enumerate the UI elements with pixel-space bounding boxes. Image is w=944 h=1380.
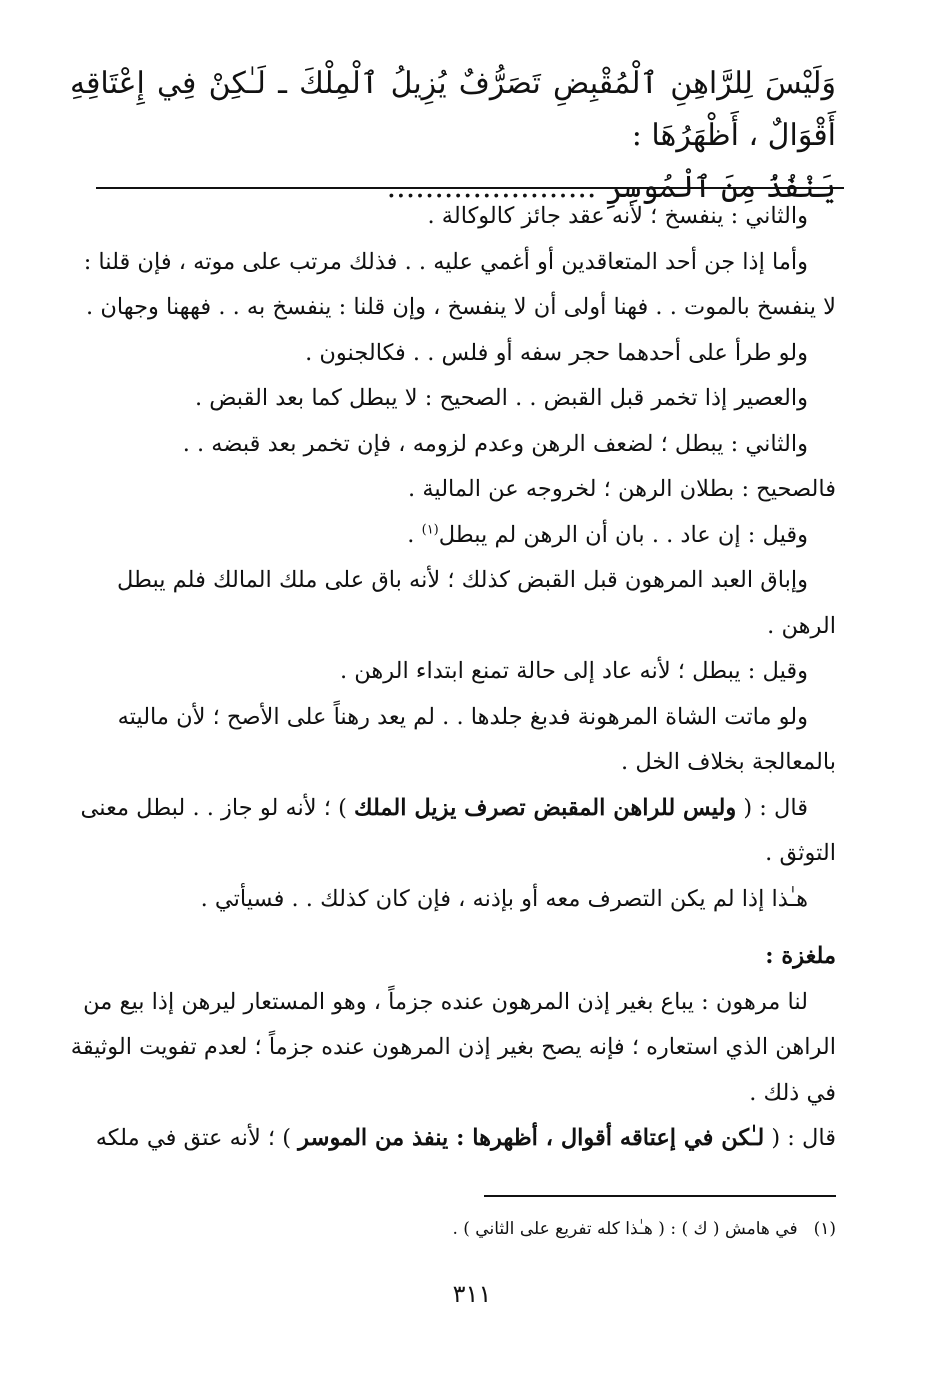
quote-open: قال : (: [771, 1125, 836, 1151]
matn-text: [70, 58, 836, 214]
body-line: وأما إذا جن أحد المتعاقدين أو أغمي عليه . . فذلك مرتب على موته ، فإن قلنا :: [83, 248, 808, 275]
body-line: والثاني : ينفسخ ؛ لأنه عقد جائز كالوكالة .: [427, 203, 808, 229]
body-line: الراهن الذي استعاره ؛ فإنه يصح بغير إذن المرهون عنده جزماً ؛ لعدم تفويت الوثيقة: [70, 1034, 836, 1060]
body-line: ولو ماتت الشاة المرهونة فدبغ جلدها . . لم يعد رهناً على الأصح ؛ لأن ماليته: [117, 703, 808, 730]
body-line-text: وقيل : إن عاد . . بان أن الرهن لم يبطل: [438, 521, 808, 548]
body-line: التوثق .: [765, 840, 836, 866]
quote-close: ) ؛ لأنه عتق في ملكه: [95, 1125, 292, 1151]
body-line: والثاني : يبطل ؛ لضعف الرهن وعدم لزومه ، فإن تخمر بعد قبضه . .: [182, 430, 808, 457]
body-line: الرهن .: [767, 612, 836, 639]
quote-close: ) ؛ لأنه لو جاز . . لبطل معنى: [80, 794, 347, 821]
matn-separator-rule: [96, 187, 844, 189]
body-line: والعصير إذا تخمر قبل القبض . . الصحيح : لا يبطل كما بعد القبض .: [194, 385, 808, 411]
body-line: وإباق العبد المرهون قبل القبض كذلك ؛ لأنه باق على ملك المالك فلم يبطل: [116, 567, 808, 593]
matn-dots: ......................: [386, 170, 597, 205]
quoted-matn: وليس للراهن المقبض تصرف يزيل الملك: [354, 794, 737, 821]
body-line: وقيل : يبطل ؛ لأنه عاد إلى حالة تمنع ابتداء الرهن .: [339, 658, 808, 684]
matn-line-2-text: يَنْفُذُ مِنَ ٱلْمُوسِرِ: [605, 170, 836, 205]
body-line: هـٰذا إذا لم يكن التصرف معه أو بإذنه ، فإن كان كذلك . . فسيأتي .: [200, 885, 808, 912]
quoted-matn: لـٰكن في إعتاقه أقوال ، أظهرها : ينفذ من الموسر: [298, 1125, 765, 1151]
body-line: بالمعالجة بخلاف الخل .: [621, 749, 836, 775]
body-line: لنا مرهون : يباع بغير إذن المرهون عنده جزماً ، وهو المستعار ليرهن إذا بيع من: [83, 988, 808, 1015]
body-line: [68, 1116, 836, 1162]
body-line: في ذلك .: [749, 1079, 836, 1106]
body-line: [68, 786, 836, 832]
body-line: فالصحيح : بطلان الرهن ؛ لخروجه عن المالية .: [408, 476, 836, 502]
matn-line-1: وَلَيْسَ لِلرَّاهِنِ ٱلْمُقْبِضِ تَصَرُّفٌ يُزِيلُ ٱلْمِلْكَ ـ لَـٰكِنْ فِي إِعْتَاقِهِ أَقْوَالٌ ، أَظْهَرُهَا :: [70, 66, 836, 153]
footnote-separator-rule: [484, 1195, 836, 1197]
footnote-marker: (١): [421, 522, 439, 537]
body-line: ولو طرأ على أحدهما حجر سفه أو فلس . . فكالجنون .: [305, 339, 808, 366]
section-heading: ملغزة :: [765, 943, 836, 969]
quote-open: قال : (: [743, 794, 808, 821]
footnote-text: في هامش ( ك ) : ( هـٰذا كله تفريع على الثاني ) .: [452, 1219, 798, 1239]
commentary-text: [68, 194, 836, 1162]
body-line: [68, 513, 836, 559]
body-line: لا ينفسخ بالموت . . فهنا أولى أن لا ينفسخ ، وإن قلنا : ينفسخ به . . فههنا وجهان .: [86, 294, 836, 320]
page-number: ٣١١: [452, 1280, 492, 1308]
footnote: [70, 1213, 836, 1245]
body-line-end: .: [407, 521, 422, 548]
footnote-number: (١): [813, 1219, 836, 1239]
